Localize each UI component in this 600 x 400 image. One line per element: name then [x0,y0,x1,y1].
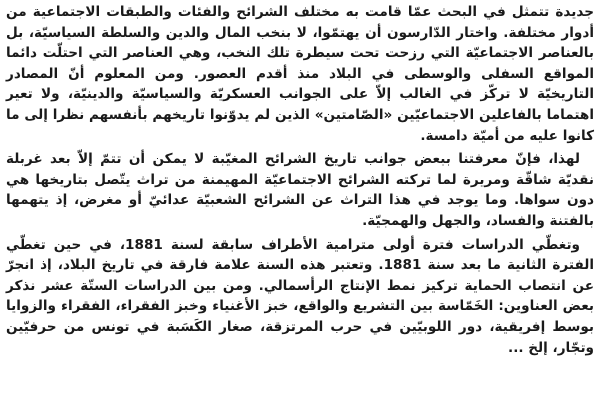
paragraph-2: لهذا، فإنّ معرفتنا ببعض جوانب تاريخ الشرائح المغيّبة لا يمكن أن تتمّ إلاّ بعد غربلة نقديّة شاقّة ومريرة لما تركته الشرائح الاجتماعيّة المهيمنة من تراث يتّصل بتاريخها هي دون سواها. وما يوجد في هذا التراث عن الشرائح الشعبيّة عدائيّ أو مغرض، إذ يتهمها بالفتنة والفساد، والجهل والهمجيّة. [6,151,594,229]
paragraph-3: وتغطّي الدراسات فترة أولى مترامية الأطراف سابقة لسنة 1881، في حين تغطّي الفترة الثانية ما بعد سنة 1881. وتعتبر هذه السنة علامة فارقة في تاريخ البلاد، إذ انجرّ عن انتصاب الحماية تركيز نمط الإنتاج الرأسمالي. ومن بين الدراسات الستّة عشر نذكر بعض العناوين: الخَمّاسة بين التشريع والواقع، خبز الأغنياء وخبز الفقراء، الفقراء والزوايا بوسط إفريقية، دور اللوبيّين في حرب المرتزقة، صغار الكَسَبة في تونس من حرفيّين وتجّار، إلخ ... [6,236,594,356]
paragraph-1: جديدة تتمثل في البحث عمّا قامت به مختلف الشرائح والفئات والطبقات الاجتماعية من أدوار مختلفة. واختار الدّارسون أن يهتمّوا، لا بنخب المال والدين والسلطة السياسيّة، بل بالعناصر الاجتماعيّة التي رزحت تحت سيطرة تلك النخب، وهي العناصر التي احتلّت دائما المواقع السفلى والوسطى في البلاد منذ أقدم العصور. ومن المعلوم أنّ المصادر التاريخيّة لا تركّز في الغالب إلاّ على الجوانب العسكريّة والسياسيّة والدينيّة، ولا تعير اهتماما بالفاعلين الاجتماعيّين «الصّامتين» الذين لم يدوّنوا تاريخهم بأنفسهم نظرا إلى ما كانوا عليه من أميّة دامسة. [6,4,594,144]
